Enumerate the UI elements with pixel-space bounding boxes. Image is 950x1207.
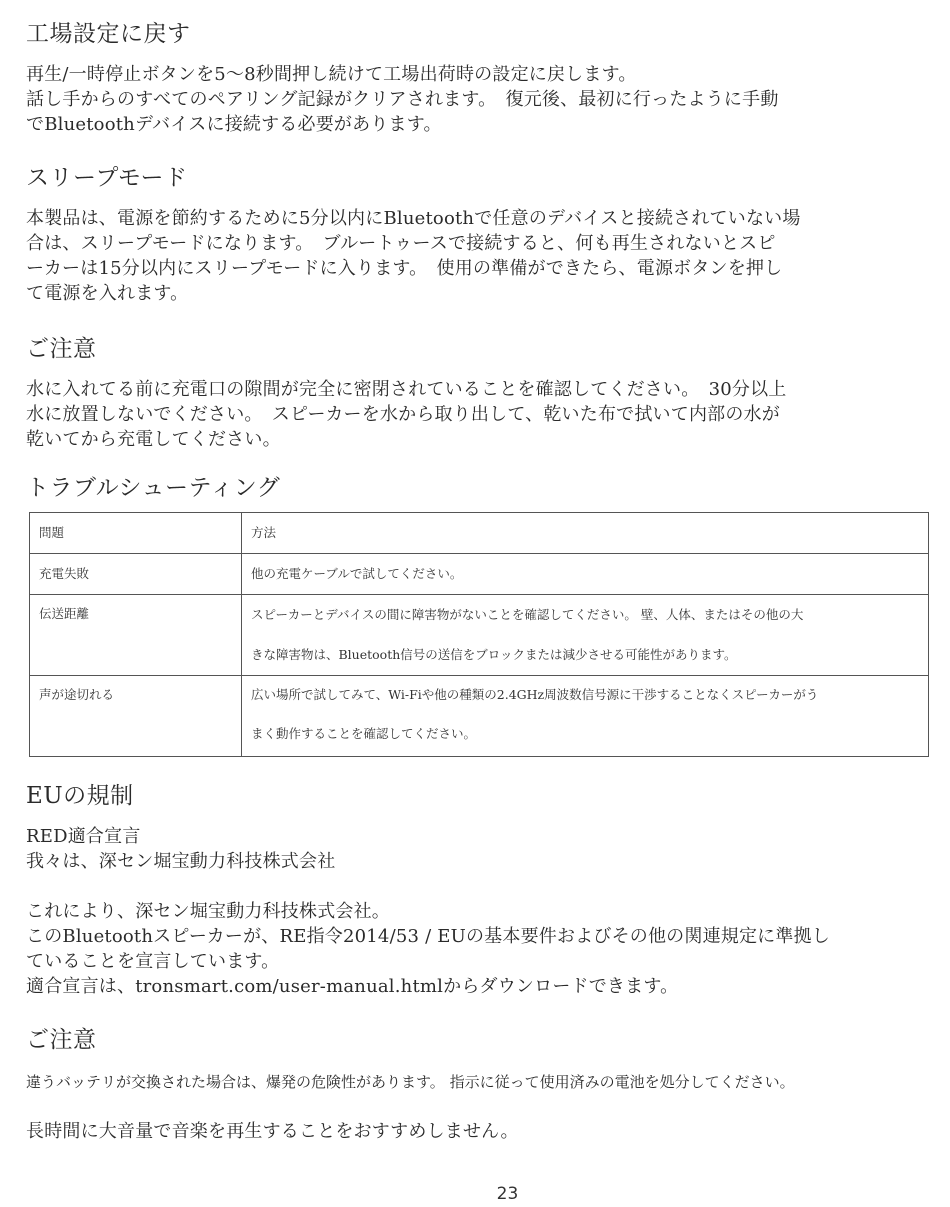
solution-line: まく動作することを確認してください。 [251,726,477,741]
text-line: でBluetoothデバイスに接続する必要があります。 [26,114,442,135]
text-line: ていることを宣言しています。 [26,951,280,972]
table-row [30,676,929,757]
text-line: 水に放置しないでください。 スピーカーを水から取り出して、乾いた布で拭いて内部の水が [26,404,780,425]
problem-cell [30,595,242,676]
volume-warning-text: 長時間に大音量で音楽を再生することをおすすめしません。 [26,1121,519,1142]
heading-sleep-mode: スリープモード [26,165,188,191]
table-row [30,554,929,595]
text-line: RED適合宣言 [26,826,141,847]
solution-line: スピーカーとデバイスの間に障害物がないことを確認してください。 壁、人体、またはその他の大 [251,607,804,622]
text-line: 合は、スリープモードになります。 ブルートゥースで接続すると、何も再生されないとスピ [26,233,776,254]
text-line: 水に入れてる前に充電口の隙間が完全に密閉されていることを確認してください。 30分以上 [26,379,787,400]
text-line: このBluetoothスピーカーが、RE指令2014/53 / EUの基本要件およびその他の関連規定に準拠し [26,926,830,947]
header-problem: 問題 [30,513,242,554]
text-line: て電源を入れます。 [26,283,189,304]
troubleshooting-table [29,512,929,757]
heading-troubleshooting: トラブルシューティング [26,475,281,501]
text-line: 乾いてから充電してください。 [26,429,281,450]
factory-reset-text [26,62,932,137]
solution-cell: 他の充電ケーブルで試してください。 [242,554,929,595]
caution-text [26,377,932,452]
text-line: 話し手からのすべてのペアリング記録がクリアされます。 復元後、最初に行ったように手動 [26,89,779,110]
text-line: 再生/一時停止ボタンを5～8秒間押し続けて工場出荷時の設定に戻します。 [26,64,637,85]
table-header-row [30,513,929,554]
problem-label: 伝送距離 [39,606,90,621]
eu-declaration-text [26,824,932,874]
sleep-mode-text [26,206,932,306]
text-line: 我々は、深セン堀宝動力科技株式会社 [26,851,336,872]
header-solution: 方法 [242,513,929,554]
solution-cell [242,676,929,757]
eu-compliance-text [26,899,932,999]
text-line: 適合宣言は、tronsmart.com/user-manual.htmlからダウンロードできます。 [26,976,679,997]
solution-line: 広い場所で試してみて、Wi-Fiや他の種類の2.4GHz周波数信号源に干渉することなくスピーカーがう [251,687,819,702]
page-number: 23 [496,1184,519,1204]
table-row [30,595,929,676]
heading-caution-2: ご注意 [26,1027,97,1053]
text-line: ーカーは15分以内にスリープモードに入ります。 使用の準備ができたら、電源ボタンを押し [26,258,783,279]
heading-eu-regulation: EUの規制 [26,783,134,809]
heading-caution: ご注意 [26,336,97,362]
problem-cell: 充電失敗 [30,554,242,595]
solution-line: きな障害物は、Bluetooth信号の送信をブロックまたは減少させる可能性があります。 [251,647,737,662]
battery-warning-text: 違うバッテリが交換された場合は、爆発の危険性があります。 指示に従って使用済みの電池を処分してください。 [26,1073,795,1091]
problem-cell [30,676,242,757]
text-line: これにより、深セン堀宝動力科技株式会社。 [26,901,390,922]
text-line: 本製品は、電源を節約するために5分以内にBluetoothで任意のデバイスと接続されていない場 [26,208,801,229]
heading-factory-reset: 工場設定に戻す [26,21,191,47]
problem-label: 声が途切れる [39,687,115,702]
solution-cell [242,595,929,676]
